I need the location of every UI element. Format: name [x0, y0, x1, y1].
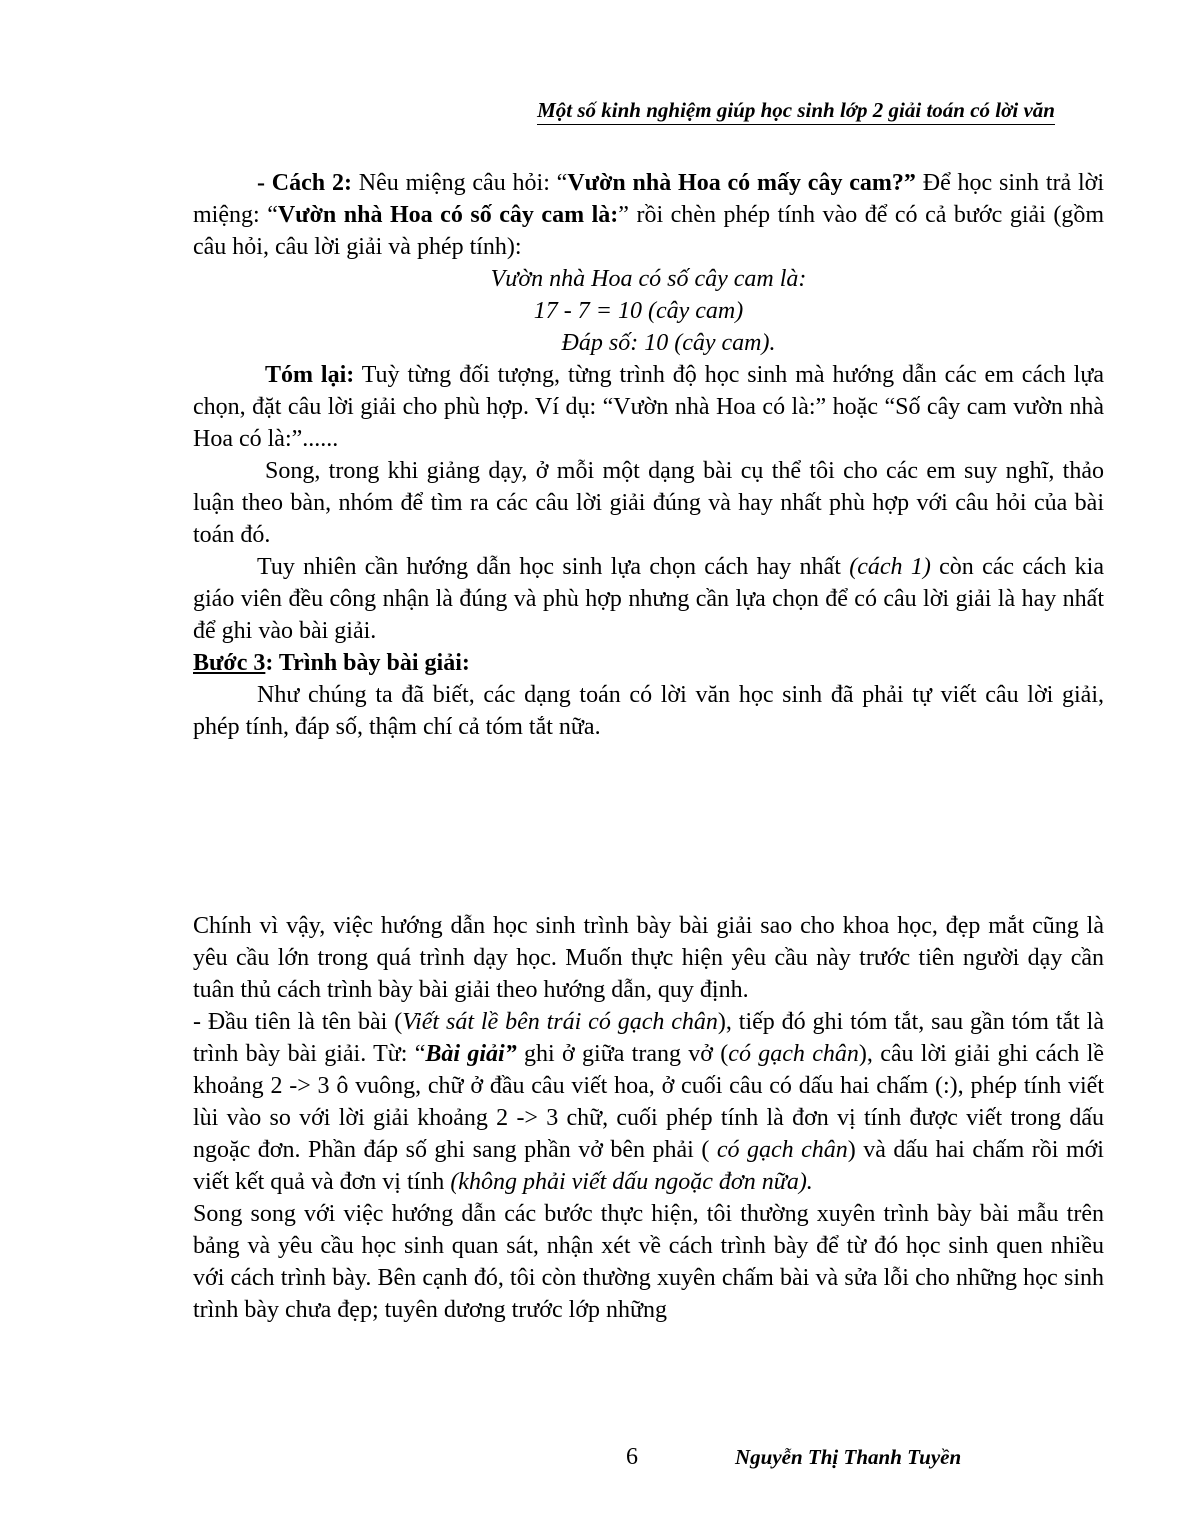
cach-2-text-3: ” rồi chèn phép tính vào để có cả bước giải (gồm câu hỏi, câu lời giải và phép tính):: [193, 202, 1104, 260]
paragraph-tuy-nhien: [193, 551, 1104, 647]
bai-giai-label: Bài giải”: [425, 1041, 517, 1067]
tom-lai-label: Tóm lại:: [265, 362, 355, 388]
cach-2-label: - Cách 2:: [257, 170, 352, 196]
dau-tien-text-3: ghi ở giữa trang vở (: [516, 1041, 729, 1067]
tom-lai-text: Tuỳ từng đối tượng, từng trình độ học sinh mà hướng dẫn các em cách lựa chọn, đặt câu lời giải cho phù hợp. Ví dụ: “Vườn nhà Hoa có là:” hoặc “Số cây cam vườn nhà Hoa có là:”......: [193, 362, 1104, 452]
example-line-1: Vườn nhà Hoa có số cây cam là:: [490, 266, 807, 292]
tuy-nhien-text-2: còn các cách kia giáo viên đều công nhận là đúng và phù hợp nhưng cần lựa chọn để có câu lời giải là hay nhất để ghi vào bài giải.: [193, 554, 1104, 644]
page-footer: [0, 1443, 1190, 1473]
paragraph-song-song: Song song với việc hướng dẫn các bước thực hiện, tôi thường xuyên trình bày bài mẫu trên bảng và yêu cầu học sinh quan sát, nhận xét về cách trình bày để từ đó học sinh quen nhiều với cách trình bày. Bên cạnh đó, tôi còn thường xuyên chấm bài và sửa lỗi cho những học sinh trình bày chưa đẹp; tuyên dương trước lớp những: [193, 1201, 1104, 1323]
tuy-nhien-emphasis: (cách 1): [849, 554, 931, 580]
cach-2-text-1: Nêu miệng câu hỏi: “: [351, 170, 568, 196]
paragraph-dau-tien: [193, 1006, 1104, 1198]
example-line-3: Đáp số: 10 (cây cam).: [561, 330, 776, 356]
section-top: [193, 167, 1104, 743]
paragraph-tom-lai: [193, 359, 1104, 455]
dau-tien-italic-4: (không phải viết dấu ngoặc đơn nữa).: [450, 1169, 813, 1195]
heading-buoc-3-rest: : Trình bày bài giải:: [265, 650, 470, 676]
author-name: Nguyễn Thị Thanh Tuyền: [735, 1445, 962, 1469]
heading-buoc-3-underlined: Bước 3: [193, 650, 266, 676]
paragraph-song-trong-khi: Song, trong khi giảng dạy, ở mỗi một dạng bài cụ thể tôi cho các em suy nghĩ, thảo luận theo bàn, nhóm để tìm ra các câu lời giải đúng và hay nhất phù hợp với câu hỏi của bài toán đó.: [193, 458, 1104, 548]
heading-buoc-3: [193, 647, 1104, 679]
dau-tien-italic-2: có gạch chân: [728, 1041, 859, 1067]
cach-2-answer: Vườn nhà Hoa có số cây cam là:: [277, 202, 619, 228]
section-bottom: [193, 910, 1104, 1326]
dau-tien-italic-1: Viết sát lề bên trái có gạch chân: [402, 1009, 718, 1035]
paragraph-nhu-chung-ta: Như chúng ta đã biết, các dạng toán có lời văn học sinh đã phải tự viết câu lời giải, phép tính, đáp số, thậm chí cả tóm tắt nữa.: [193, 682, 1104, 740]
tuy-nhien-text-1: Tuy nhiên cần hướng dẫn học sinh lựa chọn cách hay nhất: [257, 554, 850, 580]
dau-tien-text-5: ) và dấu hai chấm rồi mới viết kết quả và đơn vị tính: [193, 1137, 1104, 1195]
running-header: Một số kinh nghiệm giúp học sinh lớp 2 giải toán có lời văn: [537, 98, 1055, 125]
paragraph-chinh-vi-vay: Chính vì vậy, việc hướng dẫn học sinh trình bày bài giải sao cho khoa học, đẹp mắt cũng là yêu cầu lớn trong quá trình dạy học. Muốn thực hiện yêu cầu này trước tiên người dạy cần tuân thủ cách trình bày bài giải theo hướng dẫn, quy định.: [193, 913, 1104, 1003]
dau-tien-text-4: ), câu lời giải ghi cách lề khoảng 2 -> 3 ô vuông, chữ ở đầu câu viết hoa, ở cuối câu có dấu hai chấm (:), phép tính viết lùi vào so với lời giải khoảng 2 -> 3 chữ, cuối phép tính là đơn vị tính được viết trong dấu ngoặc đơn. Phần đáp số ghi sang phần vở bên phải (: [193, 1041, 1105, 1163]
dau-tien-text-2: ), tiếp đó ghi tóm tắt, sau gần tóm tắt là trình bày bài giải. Từ: “: [193, 1009, 1105, 1067]
paragraph-cach-2: [193, 167, 1104, 263]
cach-2-question: Vườn nhà Hoa có mấy cây cam?”: [567, 170, 916, 196]
example-line-2: 17 - 7 = 10 (cây cam): [533, 298, 744, 324]
cach-2-text-2: Để học sinh trả lời miệng: “: [193, 170, 1104, 228]
page-number: 6: [626, 1444, 638, 1470]
dau-tien-text-1: - Đầu tiên là tên bài (: [193, 1009, 403, 1035]
dau-tien-italic-3: có gạch chân: [716, 1137, 848, 1163]
